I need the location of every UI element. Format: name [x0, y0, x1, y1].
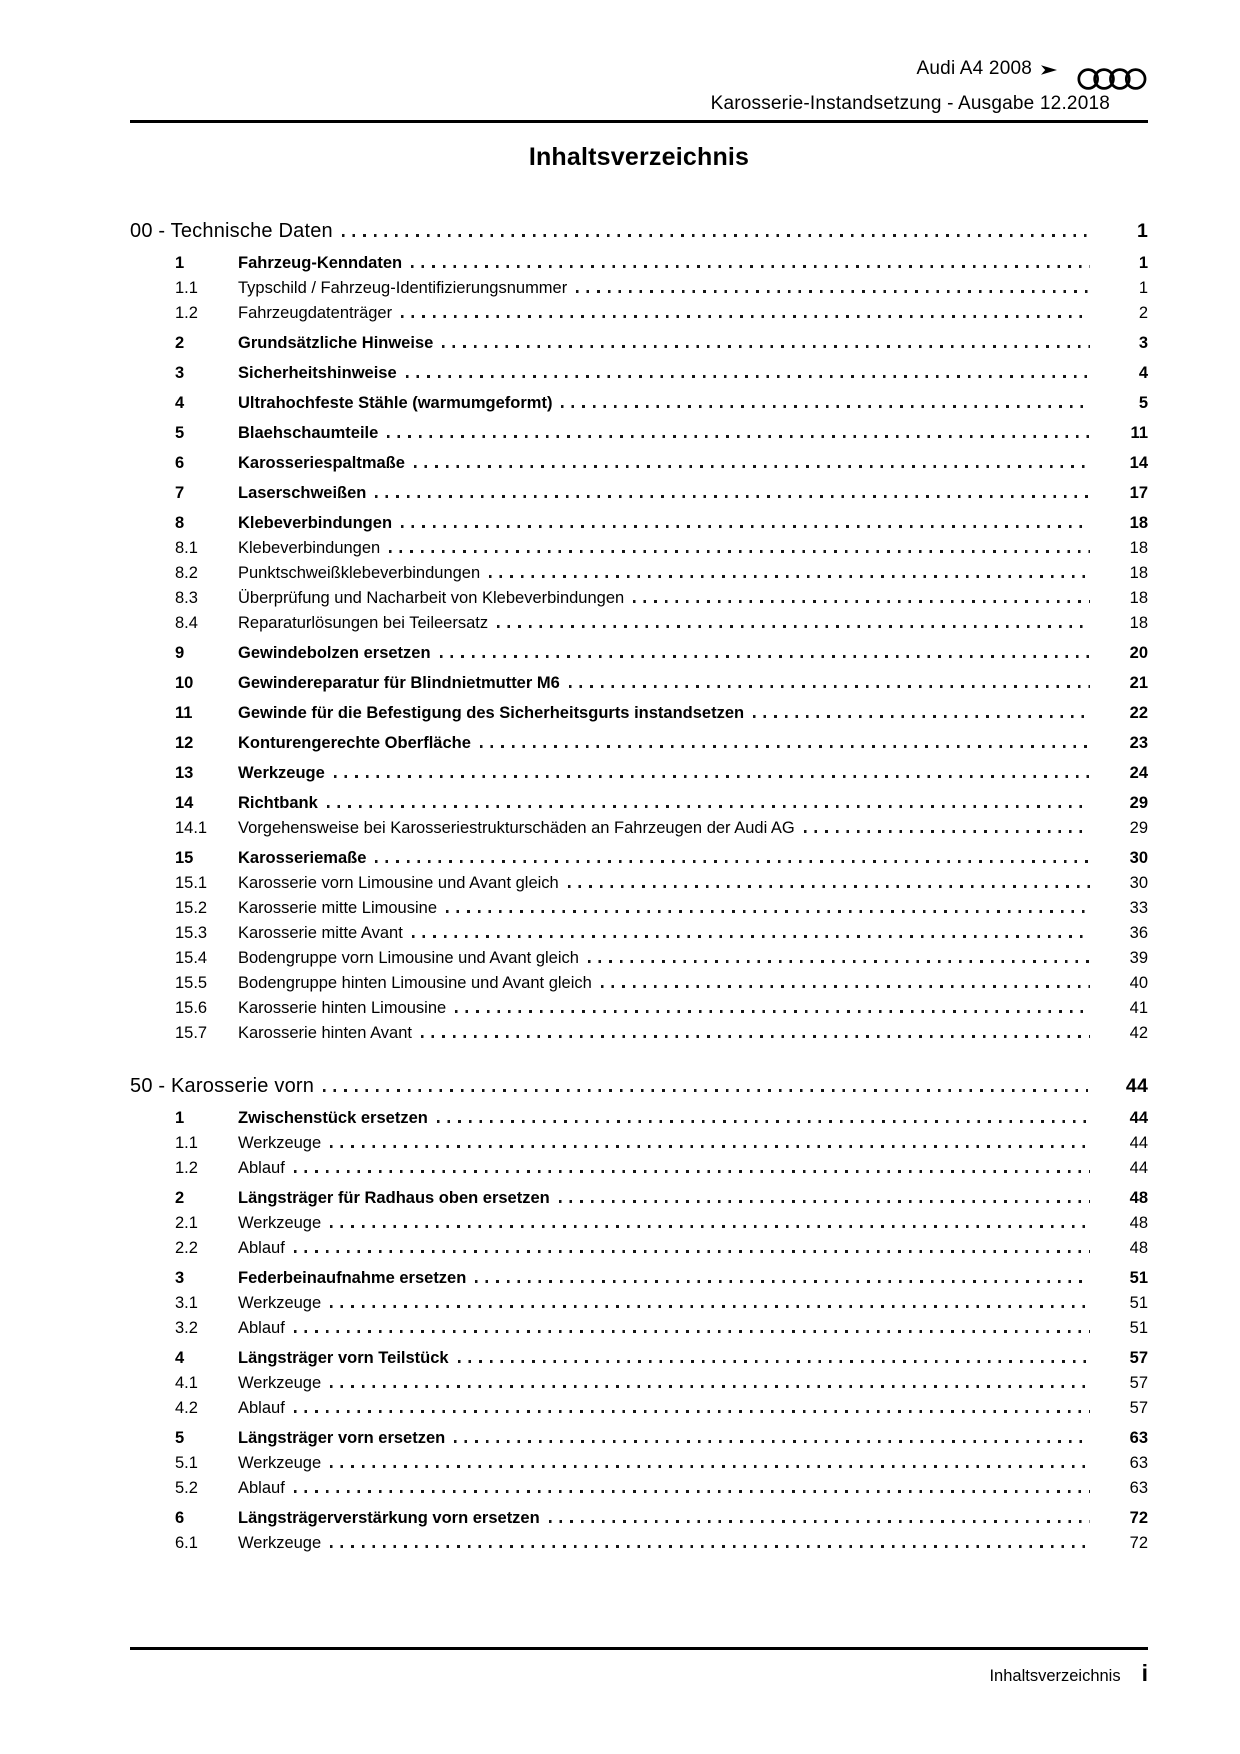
dot-leader-icon	[475, 1280, 1090, 1283]
dot-leader-icon	[406, 375, 1090, 378]
dot-leader-icon	[294, 1250, 1090, 1253]
header-rule	[130, 120, 1148, 123]
audi-rings-icon	[1076, 67, 1148, 91]
dot-leader-icon	[601, 985, 1090, 988]
dot-leader-icon	[454, 1440, 1090, 1443]
toc-entry-number: 14	[175, 793, 194, 812]
dot-leader-icon	[442, 345, 1090, 348]
dot-leader-icon	[588, 960, 1090, 963]
toc-entry-number: 15.7	[175, 1023, 208, 1042]
toc-entry-page: 29	[1129, 818, 1148, 837]
toc-entry[interactable]	[130, 1345, 1148, 1370]
toc-entry-label: Blaehschaumteile	[238, 423, 379, 442]
toc-entry[interactable]	[130, 640, 1148, 665]
toc-entry-label: Ablauf	[238, 1238, 285, 1257]
toc-entry-number: 3	[175, 363, 185, 382]
toc-entry-page: 63	[1129, 1428, 1148, 1447]
toc-entry-number: 7	[175, 483, 185, 502]
dot-leader-icon	[389, 550, 1090, 553]
page-footer	[130, 1660, 1148, 1687]
dot-leader-icon	[387, 435, 1090, 438]
toc-entry-label: Karosserie hinten Avant	[238, 1023, 412, 1042]
toc-entry[interactable]	[130, 1505, 1148, 1530]
dot-leader-icon	[576, 290, 1090, 293]
toc-entry-page: 44	[1129, 1158, 1148, 1177]
toc-entry-label: Längsträger vorn ersetzen	[238, 1428, 446, 1447]
dot-leader-icon	[330, 1385, 1090, 1388]
dot-leader-icon	[549, 1520, 1090, 1523]
toc-entry-label: Klebeverbindungen	[238, 513, 393, 532]
dot-leader-icon	[446, 910, 1090, 913]
toc-entry-number: 4	[175, 1348, 185, 1367]
toc-entry[interactable]	[130, 1370, 1148, 1395]
toc-entry-label: Klebeverbindungen	[238, 538, 381, 557]
toc-entry-label: Werkzeuge	[238, 763, 325, 782]
toc-entry-label: Fahrzeug-Kenndaten	[238, 253, 403, 272]
toc-entry-number: 1.1	[175, 1133, 198, 1152]
toc-entry[interactable]	[130, 970, 1148, 995]
toc-entry-number: 2.1	[175, 1213, 198, 1232]
toc-entry-page: 72	[1129, 1508, 1148, 1527]
toc-entry-label: Typschild / Fahrzeug-Identifizierungsnummer	[238, 278, 568, 297]
toc-entry[interactable]	[130, 760, 1148, 785]
toc-entry-number: 1.1	[175, 278, 198, 297]
dot-leader-icon	[334, 775, 1090, 778]
toc-entry-label: Längsträger vorn Teilstück	[238, 1348, 449, 1367]
toc-entry[interactable]	[130, 1235, 1148, 1260]
toc-entry[interactable]	[130, 450, 1148, 475]
toc-entry[interactable]	[130, 1395, 1148, 1420]
footer-section-label: Inhaltsverzeichnis	[989, 1667, 1121, 1685]
dot-leader-icon	[330, 1545, 1090, 1548]
toc-entry[interactable]	[130, 1210, 1148, 1235]
dot-leader-icon	[323, 1089, 1088, 1092]
toc-entry-page: 39	[1129, 948, 1148, 967]
toc-entry-number: 15.5	[175, 973, 208, 992]
toc-entry-number: 15.3	[175, 923, 208, 942]
toc-entry-page: 18	[1129, 538, 1148, 557]
dot-leader-icon	[330, 1145, 1090, 1148]
toc-entry-page: 48	[1129, 1238, 1148, 1257]
table-of-contents	[130, 212, 1148, 1555]
toc-entry-number: 13	[175, 763, 194, 782]
dot-leader-icon	[561, 405, 1090, 408]
dot-leader-icon	[330, 1465, 1090, 1468]
toc-entry-number: 8	[175, 513, 185, 532]
dot-leader-icon	[330, 1225, 1090, 1228]
toc-entry[interactable]	[130, 1265, 1148, 1290]
page-header	[130, 58, 1148, 123]
toc-entry-label: Längsträgerverstärkung vorn ersetzen	[238, 1508, 540, 1527]
toc-entry-label: Werkzeuge	[238, 1133, 322, 1152]
toc-entry-label: Konturengerechte Oberfläche	[238, 733, 471, 752]
toc-entry-number: 4.1	[175, 1373, 198, 1392]
toc-entry-page: 5	[1138, 393, 1148, 412]
footer-rule	[130, 1647, 1148, 1650]
toc-entry-number: 8.4	[175, 613, 198, 632]
dot-leader-icon	[294, 1410, 1090, 1413]
toc-entry-page: 18	[1129, 613, 1148, 632]
toc-entry-number: 15.6	[175, 998, 208, 1017]
toc-entry-number: 5	[175, 1428, 185, 1447]
dot-leader-icon	[294, 1490, 1090, 1493]
toc-entry-label: Karosserie vorn Limousine und Avant gleich	[238, 873, 559, 892]
dot-leader-icon	[568, 885, 1090, 888]
toc-entry[interactable]	[130, 480, 1148, 505]
arrow-right-icon	[1041, 64, 1057, 76]
toc-entry[interactable]	[130, 1020, 1148, 1045]
toc-entry-page: 51	[1129, 1268, 1148, 1287]
dot-leader-icon	[327, 805, 1090, 808]
toc-entry-page: 42	[1129, 1023, 1148, 1042]
toc-entry-label: Ablauf	[238, 1158, 285, 1177]
toc-entry[interactable]	[130, 216, 1148, 245]
toc-entry-page: 36	[1129, 923, 1148, 942]
toc-entry[interactable]	[130, 945, 1148, 970]
toc-entry-label: Richtbank	[238, 793, 318, 812]
dot-leader-icon	[455, 1010, 1090, 1013]
toc-entry-label: 50 - Karosserie vorn	[130, 1074, 315, 1097]
toc-entry-label: Federbeinaufnahme ersetzen	[238, 1268, 467, 1287]
toc-entry[interactable]	[130, 360, 1148, 385]
toc-entry-number: 8.1	[175, 538, 198, 557]
toc-entry-page: 1	[1138, 278, 1148, 297]
dot-leader-icon	[294, 1170, 1090, 1173]
toc-entry-page: 51	[1129, 1293, 1148, 1312]
toc-entry-page: 41	[1129, 998, 1148, 1017]
dot-leader-icon	[569, 685, 1090, 688]
dot-leader-icon	[421, 1035, 1090, 1038]
toc-entry-label: Ablauf	[238, 1318, 285, 1337]
toc-entry-page: 18	[1129, 563, 1148, 582]
toc-entry-label: Sicherheitshinweise	[238, 363, 397, 382]
toc-entry-label: Ablauf	[238, 1398, 285, 1417]
toc-entry[interactable]	[130, 1130, 1148, 1155]
toc-entry-number: 10	[175, 673, 194, 692]
toc-entry[interactable]	[130, 895, 1148, 920]
toc-entry[interactable]	[130, 790, 1148, 815]
toc-entry[interactable]	[130, 815, 1148, 840]
toc-entry-page: 44	[1125, 1074, 1148, 1097]
toc-entry-label: Karosserie mitte Avant	[238, 923, 403, 942]
toc-entry-page: 30	[1129, 873, 1148, 892]
dot-leader-icon	[440, 655, 1090, 658]
toc-entry[interactable]	[130, 845, 1148, 870]
toc-entry-number: 3	[175, 1268, 185, 1287]
toc-entry-number: 15.1	[175, 873, 208, 892]
toc-entry-label: Grundsätzliche Hinweise	[238, 333, 434, 352]
toc-entry-page: 1	[1138, 253, 1148, 272]
toc-entry-label: Bodengruppe vorn Limousine und Avant gleich	[238, 948, 579, 967]
toc-entry[interactable]	[130, 1071, 1148, 1100]
toc-entry-number: 6	[175, 1508, 185, 1527]
toc-entry-number: 2.2	[175, 1238, 198, 1257]
toc-entry-page: 18	[1129, 513, 1148, 532]
toc-entry-label: Karosserie hinten Limousine	[238, 998, 447, 1017]
toc-entry[interactable]	[130, 300, 1148, 325]
toc-entry-label: Werkzeuge	[238, 1533, 322, 1552]
dot-leader-icon	[489, 575, 1090, 578]
toc-entry-number: 1.2	[175, 303, 198, 322]
toc-entry-number: 9	[175, 643, 185, 662]
toc-entry-number: 8.3	[175, 588, 198, 607]
dot-leader-icon	[375, 495, 1090, 498]
toc-entry-page: 23	[1129, 733, 1148, 752]
toc-entry-label: Längsträger für Radhaus oben ersetzen	[238, 1188, 550, 1207]
toc-entry-page: 44	[1129, 1108, 1148, 1127]
toc-entry-number: 15.2	[175, 898, 208, 917]
toc-entry-page: 57	[1129, 1348, 1148, 1367]
toc-entry-page: 40	[1129, 973, 1148, 992]
toc-entry-label: Vorgehensweise bei Karosseriestrukturschäden an Fahrzeugen der Audi AG	[238, 818, 795, 837]
toc-entry-label: Überprüfung und Nacharbeit von Klebeverbindungen	[238, 588, 625, 607]
dot-leader-icon	[401, 525, 1090, 528]
toc-entry-number: 6	[175, 453, 185, 472]
toc-entry[interactable]	[130, 250, 1148, 275]
toc-entry[interactable]	[130, 1105, 1148, 1130]
toc-entry[interactable]	[130, 1185, 1148, 1210]
dot-leader-icon	[437, 1120, 1090, 1123]
toc-entry-number: 12	[175, 733, 194, 752]
toc-entry-number: 5.1	[175, 1453, 198, 1472]
toc-entry-label: Gewinde für die Befestigung des Sicherheitsgurts instandsetzen	[238, 703, 745, 722]
toc-entry-page: 63	[1129, 1453, 1148, 1472]
toc-entry[interactable]	[130, 1155, 1148, 1180]
toc-entry-number: 15	[175, 848, 194, 867]
dot-leader-icon	[412, 935, 1090, 938]
toc-entry-number: 14.1	[175, 818, 208, 837]
toc-entry-label: Gewindereparatur für Blindnietmutter M6	[238, 673, 560, 692]
toc-entry-label: Werkzeuge	[238, 1213, 322, 1232]
toc-entry-number: 4.2	[175, 1398, 198, 1417]
toc-entry-page: 48	[1129, 1213, 1148, 1232]
toc-entry[interactable]	[130, 535, 1148, 560]
toc-entry-page: 57	[1129, 1373, 1148, 1392]
toc-entry-label: Fahrzeugdatenträger	[238, 303, 393, 322]
toc-entry-number: 2	[175, 333, 185, 352]
toc-entry[interactable]	[130, 390, 1148, 415]
toc-entry-number: 3.1	[175, 1293, 198, 1312]
toc-entry[interactable]	[130, 510, 1148, 535]
toc-entry[interactable]	[130, 1475, 1148, 1500]
toc-entry-label: Werkzeuge	[238, 1293, 322, 1312]
dot-leader-icon	[342, 234, 1088, 237]
toc-entry[interactable]	[130, 1530, 1148, 1555]
page-title: Inhaltsverzeichnis	[528, 143, 750, 171]
toc-entry-label: Bodengruppe hinten Limousine und Avant gleich	[238, 973, 592, 992]
toc-entry-number: 1	[175, 1108, 185, 1127]
toc-entry-page: 33	[1129, 898, 1148, 917]
toc-entry[interactable]	[130, 670, 1148, 695]
footer-page-number: i	[1141, 1660, 1148, 1686]
toc-entry-label: 00 - Technische Daten	[130, 219, 333, 242]
dot-leader-icon	[497, 625, 1090, 628]
header-model-line	[130, 58, 1148, 91]
toc-entry[interactable]	[130, 1450, 1148, 1475]
toc-entry-label: Laserschweißen	[238, 483, 367, 502]
toc-entry-page: 20	[1129, 643, 1148, 662]
toc-entry-label: Reparaturlösungen bei Teileersatz	[238, 613, 489, 632]
dot-leader-icon	[559, 1200, 1090, 1203]
toc-entry-label: Werkzeuge	[238, 1453, 322, 1472]
toc-entry[interactable]	[130, 870, 1148, 895]
toc-entry[interactable]	[130, 1425, 1148, 1450]
toc-entry-number: 11	[175, 703, 193, 722]
dot-leader-icon	[294, 1330, 1090, 1333]
toc-entry[interactable]	[130, 585, 1148, 610]
toc-entry-number: 1.2	[175, 1158, 198, 1177]
toc-entry-page: 29	[1129, 793, 1148, 812]
toc-entry-page: 57	[1129, 1398, 1148, 1417]
dot-leader-icon	[633, 600, 1090, 603]
toc-entry[interactable]	[130, 1315, 1148, 1340]
dot-leader-icon	[804, 830, 1090, 833]
dot-leader-icon	[330, 1305, 1090, 1308]
toc-entry-page: 14	[1129, 453, 1148, 472]
dot-leader-icon	[375, 860, 1090, 863]
toc-entry-label: Ablauf	[238, 1478, 285, 1497]
toc-entry-number: 2	[175, 1188, 185, 1207]
toc-entry-number: 15.4	[175, 948, 208, 967]
toc-entry-page: 51	[1129, 1318, 1148, 1337]
toc-entry-page: 4	[1138, 363, 1148, 382]
dot-leader-icon	[753, 715, 1090, 718]
toc-entry-label: Karosserie mitte Limousine	[238, 898, 437, 917]
toc-entry-label: Zwischenstück ersetzen	[238, 1108, 428, 1127]
toc-entry-number: 5.2	[175, 1478, 198, 1497]
toc-entry-page: 44	[1129, 1133, 1148, 1152]
toc-entry-number: 1	[175, 253, 185, 272]
toc-entry-page: 18	[1129, 588, 1148, 607]
toc-entry[interactable]	[130, 920, 1148, 945]
toc-entry-page: 72	[1129, 1533, 1148, 1552]
toc-entry-number: 4	[175, 393, 185, 412]
dot-leader-icon	[458, 1360, 1090, 1363]
toc-entry-label: Punktschweißklebeverbindungen	[238, 563, 481, 582]
toc-entry-label: Ultrahochfeste Stähle (warmumgeformt)	[238, 393, 553, 412]
toc-entry[interactable]	[130, 730, 1148, 755]
dot-leader-icon	[480, 745, 1090, 748]
header-model-text: Audi A4 2008	[916, 58, 1032, 79]
toc-entry-page: 24	[1129, 763, 1148, 782]
toc-entry[interactable]	[130, 610, 1148, 635]
toc-entry-page: 63	[1129, 1478, 1148, 1497]
toc-entry-label: Karosseriemaße	[238, 848, 367, 867]
toc-entry-number: 5	[175, 423, 185, 442]
toc-entry[interactable]	[130, 700, 1148, 725]
toc-entry-page: 1	[1136, 219, 1148, 242]
toc-entry-page: 17	[1129, 483, 1148, 502]
toc-entry-number: 3.2	[175, 1318, 198, 1337]
toc-entry-number: 8.2	[175, 563, 198, 582]
toc-entry-page: 3	[1138, 333, 1148, 352]
toc-entry-label: Werkzeuge	[238, 1373, 322, 1392]
toc-entry-label: Gewindebolzen ersetzen	[238, 643, 431, 662]
toc-entry-label: Karosseriespaltmaße	[238, 453, 405, 472]
dot-leader-icon	[411, 265, 1090, 268]
toc-entry-page: 21	[1129, 673, 1148, 692]
toc-entry[interactable]	[130, 330, 1148, 355]
toc-entry[interactable]	[130, 995, 1148, 1020]
toc-entry-page: 11	[1130, 423, 1148, 442]
toc-entry-page: 2	[1138, 303, 1148, 322]
toc-entry-page: 48	[1129, 1188, 1148, 1207]
toc-entry[interactable]	[130, 275, 1148, 300]
toc-entry-page: 30	[1129, 848, 1148, 867]
toc-entry[interactable]	[130, 1290, 1148, 1315]
header-subtitle: Karosserie-Instandsetzung - Ausgabe 12.2018	[710, 93, 1110, 114]
toc-entry[interactable]	[130, 560, 1148, 585]
dot-leader-icon	[401, 315, 1090, 318]
dot-leader-icon	[414, 465, 1090, 468]
toc-entry[interactable]	[130, 420, 1148, 445]
toc-entry-page: 22	[1129, 703, 1148, 722]
toc-entry-number: 6.1	[175, 1533, 198, 1552]
